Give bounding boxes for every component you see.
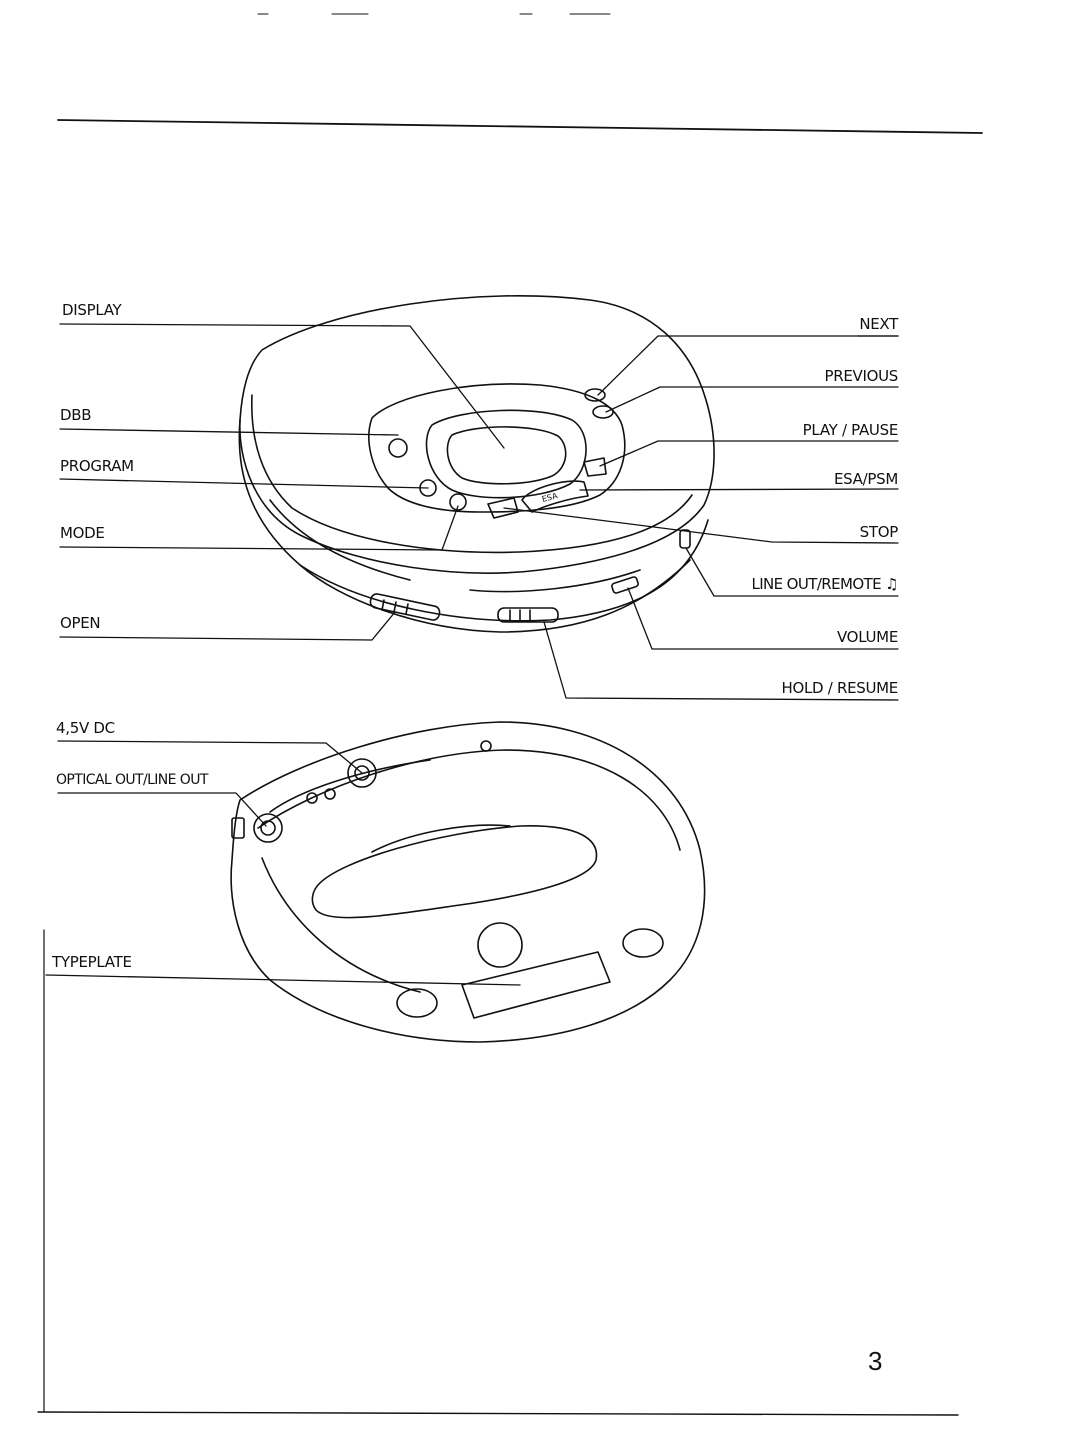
label-play-pause: PLAY / PAUSE	[802, 421, 898, 439]
screw	[481, 741, 491, 751]
underside-rim	[262, 858, 420, 992]
label-dbb: DBB	[60, 406, 92, 424]
cd-player-top-view	[239, 296, 714, 632]
rubber-foot	[397, 989, 437, 1017]
motor-hub	[478, 923, 522, 967]
cd-player-bottom-view	[231, 722, 704, 1042]
leader-display	[60, 324, 504, 448]
leader-optical-out	[58, 793, 266, 826]
leader-dbb	[60, 429, 398, 435]
leader-esa-psm	[580, 489, 898, 490]
leader-typeplate	[46, 975, 520, 985]
underside-rim	[258, 750, 680, 850]
label-next: NEXT	[859, 315, 898, 333]
display-window	[426, 410, 586, 497]
label-open: OPEN	[60, 614, 101, 632]
slider-rib	[406, 604, 408, 614]
leader-dc-in	[58, 741, 362, 773]
label-optical-out: OPTICAL OUT/LINE OUT	[56, 772, 208, 788]
body-groove	[270, 500, 410, 580]
dbb-button[interactable]	[389, 439, 407, 457]
rubber-foot	[623, 929, 663, 957]
display-screen	[447, 427, 565, 484]
label-dc-in: 4,5V DC	[56, 719, 115, 737]
slider-rib	[394, 602, 396, 612]
battery-recess	[312, 826, 596, 918]
label-mode: MODE	[60, 524, 105, 542]
bottom-rule	[38, 1412, 958, 1415]
player-lid-outline	[240, 296, 714, 573]
leader-play-pause	[600, 441, 898, 466]
lid-edge-line	[252, 395, 692, 552]
label-display: DISPLAY	[62, 301, 122, 319]
underside-outline	[231, 722, 704, 1042]
line-out-remote-socket[interactable]	[680, 530, 690, 548]
leader-mode	[60, 506, 458, 550]
label-esa-psm: ESA/PSM	[833, 470, 898, 488]
volume-control[interactable]	[611, 576, 639, 594]
stop-button[interactable]	[488, 498, 518, 518]
label-hold-resume: HOLD / RESUME	[781, 679, 898, 697]
leader-open	[60, 612, 395, 640]
label-previous: PREVIOUS	[824, 367, 898, 385]
esa-button-marking: ESA	[540, 491, 559, 504]
typeplate	[462, 952, 610, 1018]
label-stop: STOP	[859, 523, 898, 541]
previous-button[interactable]	[593, 406, 613, 418]
leader-lines	[46, 324, 898, 985]
label-program: PROGRAM	[60, 457, 134, 475]
label-volume: VOLUME	[836, 628, 898, 646]
leader-previous	[606, 387, 898, 412]
label-line-out-remote: LINE OUT/REMOTE ♫	[751, 575, 898, 593]
underside-rim	[270, 760, 430, 812]
page-number: 3	[868, 1346, 883, 1376]
top-rule	[58, 120, 982, 133]
play-pause-button[interactable]	[584, 458, 606, 476]
label-typeplate: TYPEPLATE	[52, 953, 132, 971]
leader-next	[598, 336, 898, 395]
